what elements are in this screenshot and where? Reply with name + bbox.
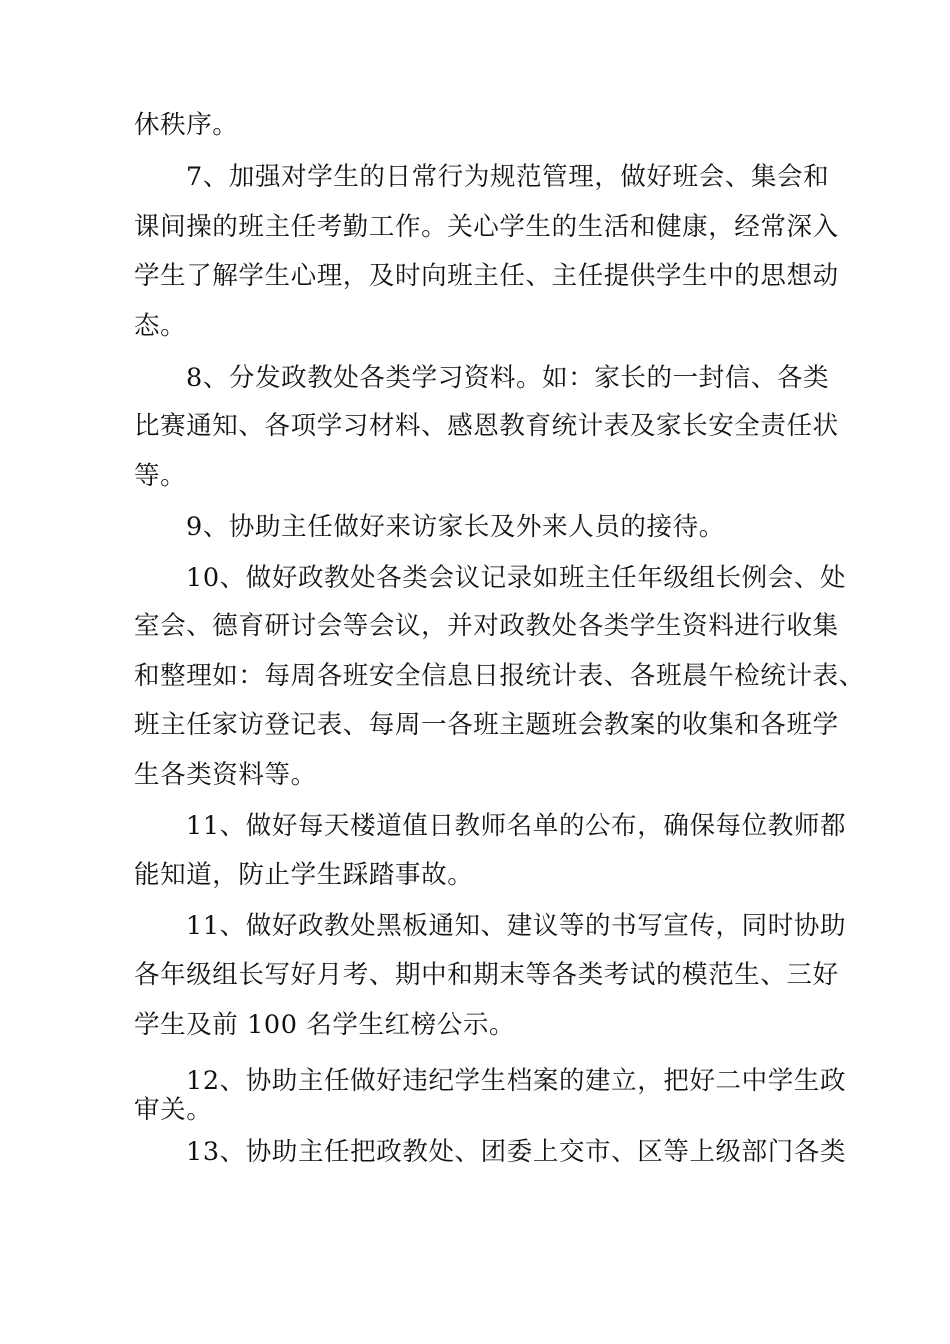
text-line: 审关。	[134, 1095, 213, 1125]
text-line: 休秩序。	[134, 110, 239, 140]
text-line: 和整理如：每周各班安全信息日报统计表、各班晨午检统计表、	[134, 661, 865, 691]
text-line: 室会、德育研讨会等会议，并对政教处各类学生资料进行收集	[134, 611, 839, 641]
text-line: 生各类资料等。	[134, 760, 317, 790]
text-line: 能知道，防止学生踩踏事故。	[134, 860, 474, 890]
text-line: 各年级组长写好月考、期中和期末等各类考试的模范生、三好	[134, 960, 839, 990]
text-line: 13、协助主任把政教处、团委上交市、区等上级部门各类	[186, 1137, 847, 1167]
text-line: 课间操的班主任考勤工作。关心学生的生活和健康，经常深入	[134, 212, 839, 242]
text-line: 9、协助主任做好来访家长及外来人员的接待。	[186, 512, 725, 542]
text-line: 11、做好每天楼道值日教师名单的公布，确保每位教师都	[186, 811, 847, 841]
text-line: 比赛通知、各项学习材料、感恩教育统计表及家长安全责任状	[134, 411, 839, 441]
text-line: 8、分发政教处各类学习资料。如：家长的一封信、各类	[186, 363, 830, 393]
text-line: 班主任家访登记表、每周一各班主题班会教案的收集和各班学	[134, 710, 839, 740]
text-line: 12、协助主任做好违纪学生档案的建立，把好二中学生政	[186, 1066, 847, 1096]
text-line: 学生了解学生心理，及时向班主任、主任提供学生中的思想动	[134, 261, 839, 291]
text-line: 10、做好政教处各类会议记录如班主任年级组长例会、处	[186, 563, 847, 593]
text-line: 11、做好政教处黑板通知、建议等的书写宣传，同时协助	[186, 911, 847, 941]
text-line: 7、加强对学生的日常行为规范管理，做好班会、集会和	[186, 162, 830, 192]
text-line: 态。	[134, 311, 187, 341]
text-line: 等。	[134, 461, 187, 491]
text-line: 学生及前 100 名学生红榜公示。	[134, 1010, 516, 1040]
